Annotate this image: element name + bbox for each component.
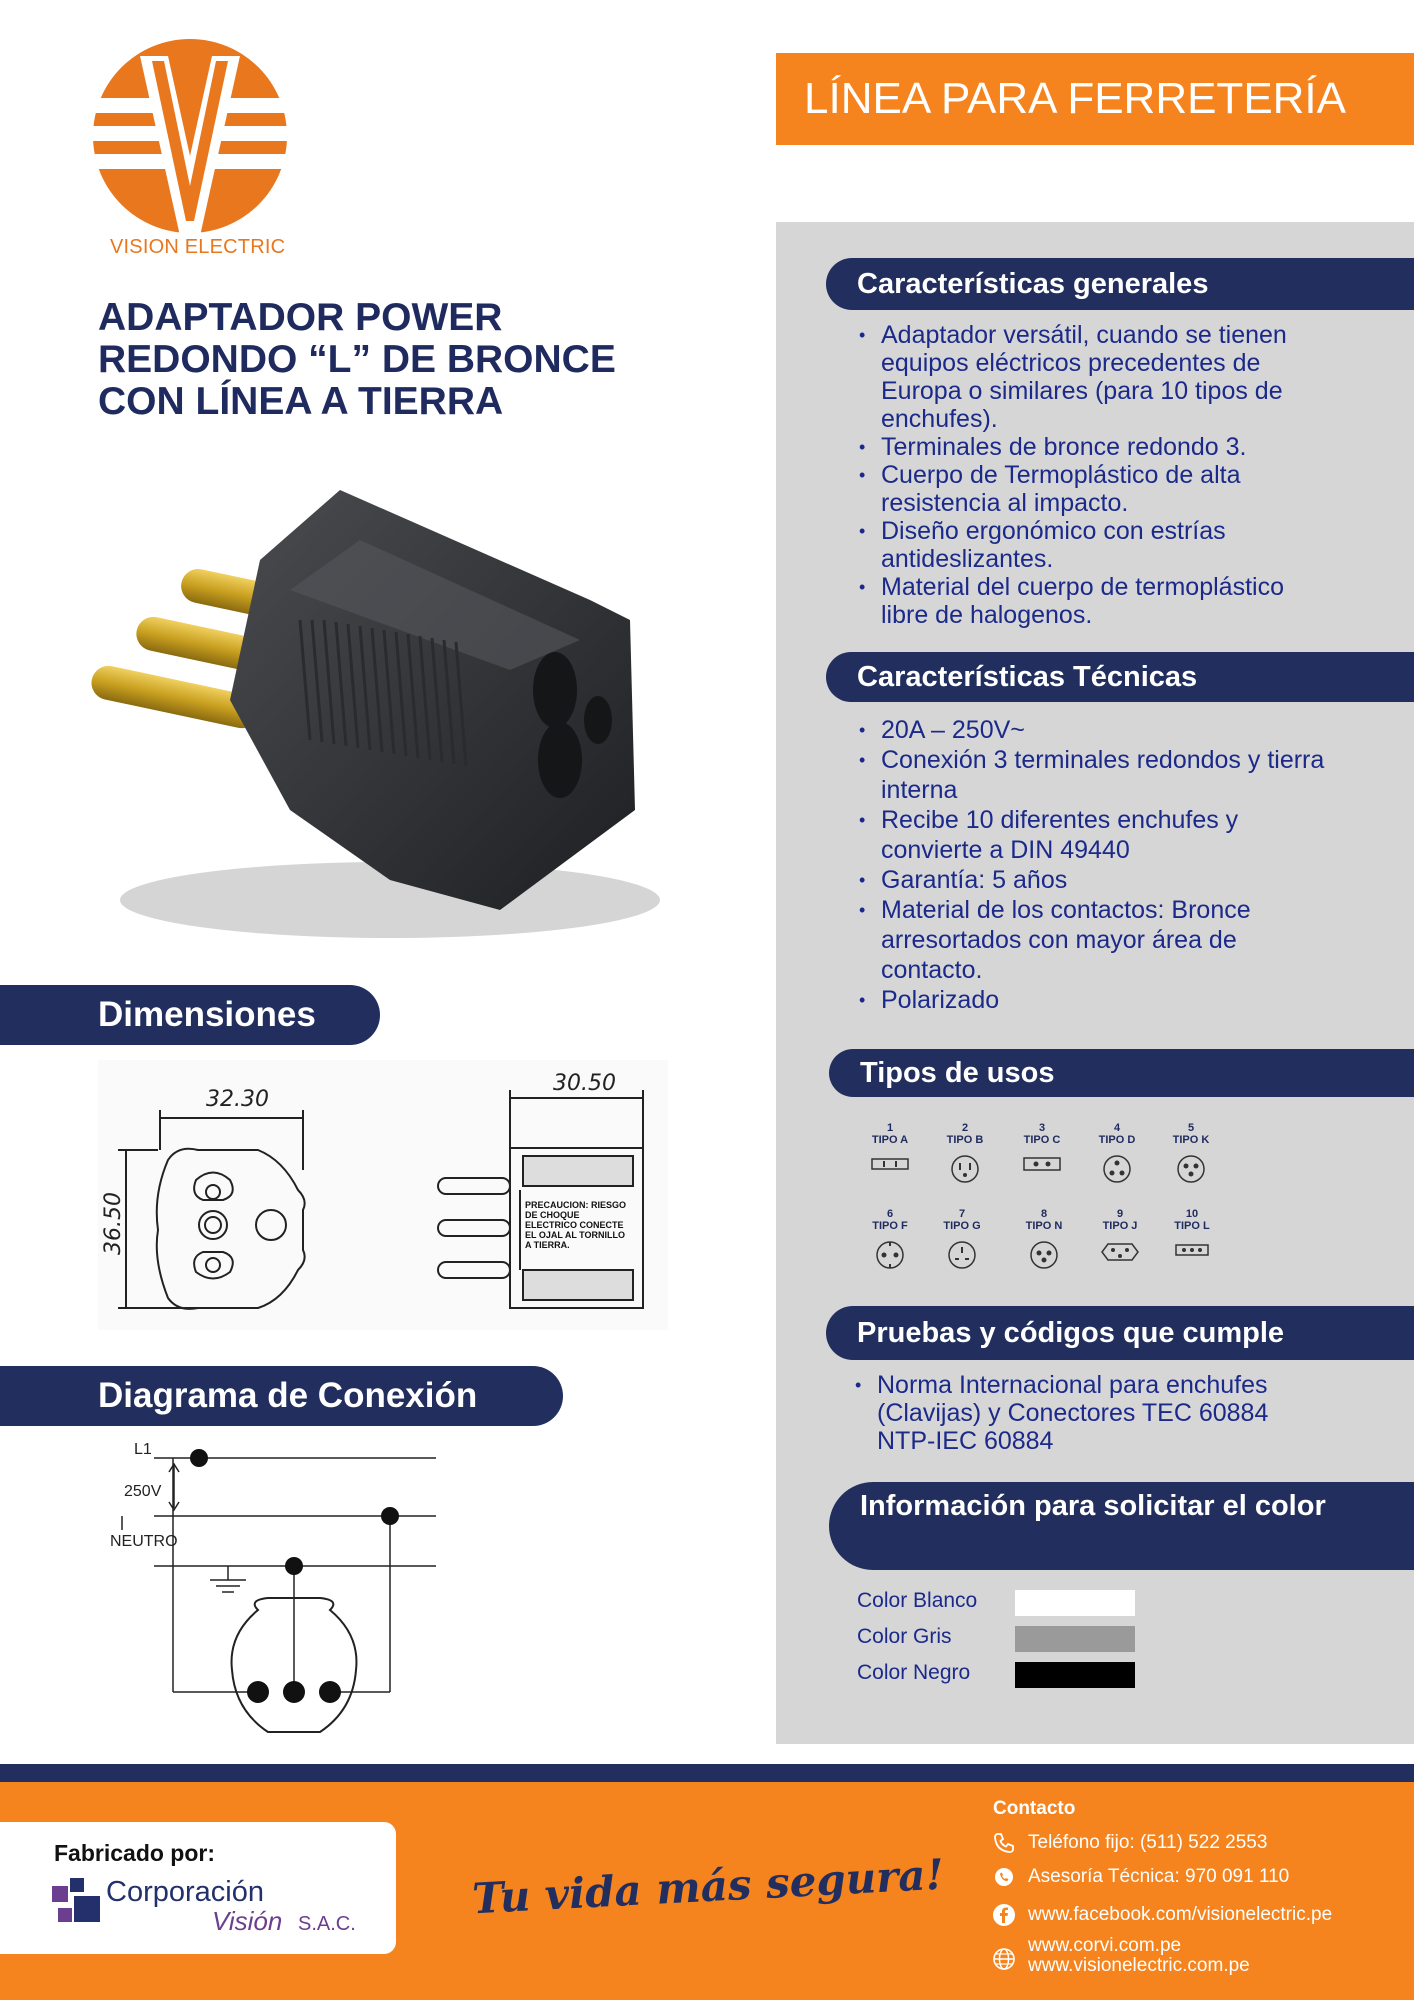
contact-web-visionelectric[interactable]: www.visionelectric.com.pe bbox=[1028, 1955, 1250, 1976]
list-item: • 20A – 250V~ bbox=[851, 715, 1331, 745]
usage-type-8 bbox=[1014, 1208, 1074, 1270]
usage-type-label: TIPO F bbox=[872, 1220, 908, 1232]
diagram-header: Diagrama de Conexión bbox=[0, 1366, 563, 1426]
plug-type-c-icon bbox=[1022, 1154, 1062, 1174]
globe-icon bbox=[992, 1947, 1016, 1971]
list-item: • Conexión 3 terminales redondos y tierra interna bbox=[851, 745, 1331, 805]
usage-type-1 bbox=[860, 1122, 920, 1174]
label-l1: L1 bbox=[134, 1441, 152, 1458]
corporacion-vision-logo-icon bbox=[52, 1878, 102, 1930]
dimension-depth: 30.50 bbox=[553, 1071, 616, 1096]
caution-text: PRECAUCION: RIESGO DE CHOQUE ELECTRICO CONECTE EL OJAL AL TORNILLO A TIERRA. bbox=[525, 1200, 627, 1250]
plug-type-l-icon bbox=[1172, 1240, 1212, 1260]
plug-type-b-icon bbox=[950, 1154, 980, 1184]
contact-support[interactable]: Asesoría Técnica: 970 091 110 bbox=[1028, 1866, 1290, 1887]
product-image bbox=[60, 480, 680, 960]
list-item: • Recibe 10 diferentes enchufes y convierte a DIN 49440 bbox=[851, 805, 1331, 865]
general-list bbox=[851, 321, 1331, 629]
usage-type-num: 4 bbox=[1113, 1122, 1121, 1134]
usage-type-num: 6 bbox=[886, 1208, 894, 1220]
usage-type-2 bbox=[935, 1122, 995, 1184]
contact-title: Contacto bbox=[993, 1798, 1076, 1819]
tests-header: Pruebas y códigos que cumple bbox=[826, 1306, 1414, 1360]
usage-type-5 bbox=[1161, 1122, 1221, 1184]
usage-type-num: 5 bbox=[1187, 1122, 1195, 1134]
list-item: • Polarizado bbox=[851, 985, 1331, 1015]
usage-type-label: TIPO C bbox=[1023, 1134, 1061, 1146]
dimension-height: 36.50 bbox=[101, 1192, 126, 1255]
color-swatch-black bbox=[1015, 1662, 1135, 1688]
title-line: ADAPTADOR POWER bbox=[98, 296, 503, 339]
dimensions-header: Dimensiones bbox=[0, 985, 380, 1045]
dimensions-drawing bbox=[98, 1060, 668, 1330]
list-item: • Garantía: 5 años bbox=[851, 865, 1331, 895]
maker-card bbox=[0, 1822, 396, 1954]
usage-type-label: TIPO K bbox=[1172, 1134, 1210, 1146]
title-line: REDONDO “L” DE BRONCE bbox=[98, 338, 616, 381]
facebook-icon bbox=[992, 1903, 1016, 1927]
phone-icon bbox=[992, 1831, 1016, 1855]
list-item: • Diseño ergonómico con estrías antideslizantes. bbox=[851, 517, 1331, 573]
list-item: • Norma Internacional para enchufes (Clavijas) y Conectores TEC 60884 NTP-IEC 60884 bbox=[847, 1371, 1307, 1455]
usage-type-num: 7 bbox=[958, 1208, 966, 1220]
dimension-width: 32.30 bbox=[206, 1087, 269, 1112]
usage-type-4 bbox=[1087, 1122, 1147, 1184]
company-name-line1: Corporación bbox=[106, 1876, 264, 1908]
color-label-black: Color Negro bbox=[857, 1661, 971, 1684]
plug-type-k-icon bbox=[1176, 1154, 1206, 1184]
line-header: LÍNEA PARA FERRETERÍA bbox=[776, 53, 1414, 145]
list-item: • Terminales de bronce redondo 3. bbox=[851, 433, 1331, 461]
technical-header: Características Técnicas bbox=[826, 652, 1414, 702]
usage-type-label: TIPO B bbox=[946, 1134, 984, 1146]
contact-web-corvi[interactable]: www.corvi.com.pe bbox=[1028, 1935, 1182, 1956]
usage-type-6 bbox=[860, 1208, 920, 1270]
color-swatch-gray bbox=[1015, 1626, 1135, 1652]
slogan: Tu vida más segura! bbox=[471, 1849, 946, 1924]
usage-type-num: 3 bbox=[1038, 1122, 1046, 1134]
label-voltage: 250V bbox=[124, 1483, 162, 1500]
usage-type-num: 2 bbox=[961, 1122, 969, 1134]
whatsapp-icon bbox=[992, 1865, 1016, 1889]
product-title bbox=[98, 297, 698, 423]
plug-type-j-icon bbox=[1100, 1240, 1140, 1264]
usage-type-10 bbox=[1162, 1208, 1222, 1260]
connection-diagram bbox=[98, 1430, 458, 1740]
color-label-white: Color Blanco bbox=[857, 1589, 978, 1612]
company-suffix: S.A.C. bbox=[298, 1913, 356, 1935]
usage-type-label: TIPO L bbox=[1174, 1220, 1210, 1232]
usage-type-num: 8 bbox=[1040, 1208, 1048, 1220]
footer-stripe bbox=[0, 1764, 1414, 1782]
plug-type-a-icon bbox=[870, 1154, 910, 1174]
usage-type-num: 9 bbox=[1116, 1208, 1124, 1220]
contact-facebook[interactable]: www.facebook.com/visionelectric.pe bbox=[1028, 1904, 1333, 1925]
usage-type-9 bbox=[1090, 1208, 1150, 1264]
brand-name: VISION ELECTRIC bbox=[110, 236, 286, 258]
usage-type-label: TIPO N bbox=[1025, 1220, 1063, 1232]
vision-electric-logo-icon bbox=[90, 36, 290, 236]
list-item: • Adaptador versátil, cuando se tienen equipos eléctricos precedentes de Europa o similares (para 10 tipos de enchufes). bbox=[851, 321, 1331, 433]
usage-type-num: 1 bbox=[886, 1122, 894, 1134]
made-by-label: Fabricado por: bbox=[54, 1840, 216, 1866]
usage-type-num: 10 bbox=[1185, 1208, 1199, 1220]
company-name-line2: Visión bbox=[212, 1906, 283, 1936]
color-info-header: Información para solicitar el color bbox=[829, 1482, 1414, 1570]
brand-logo bbox=[90, 36, 290, 266]
usage-type-label: TIPO G bbox=[943, 1220, 981, 1232]
usage-type-label: TIPO A bbox=[871, 1134, 909, 1146]
technical-list bbox=[851, 715, 1331, 1015]
plug-type-g-icon bbox=[947, 1240, 977, 1270]
plug-type-n-icon bbox=[1029, 1240, 1059, 1270]
color-label-gray: Color Gris bbox=[857, 1625, 952, 1648]
label-neutral: NEUTRO bbox=[110, 1533, 178, 1550]
usage-type-7 bbox=[932, 1208, 992, 1270]
usage-header: Tipos de usos bbox=[829, 1049, 1414, 1097]
list-item: • Cuerpo de Termoplástico de alta resistencia al impacto. bbox=[851, 461, 1331, 517]
usage-type-3 bbox=[1012, 1122, 1072, 1174]
contact-phone[interactable]: Teléfono fijo: (511) 522 2553 bbox=[1028, 1832, 1268, 1853]
title-line: CON LÍNEA A TIERRA bbox=[98, 380, 504, 423]
usage-type-label: TIPO J bbox=[1102, 1220, 1138, 1232]
color-swatch-white bbox=[1015, 1590, 1135, 1616]
usage-type-label: TIPO D bbox=[1098, 1134, 1136, 1146]
list-item: • Material del cuerpo de termoplástico libre de halogenos. bbox=[851, 573, 1331, 629]
plug-type-d-icon bbox=[1102, 1154, 1132, 1184]
tests-list bbox=[847, 1371, 1307, 1455]
contact-websites bbox=[1028, 1936, 1250, 1976]
general-header: Características generales bbox=[826, 258, 1414, 310]
list-item: • Material de los contactos: Bronce arresortados con mayor área de contacto. bbox=[851, 895, 1331, 985]
plug-type-f-icon bbox=[875, 1240, 905, 1270]
